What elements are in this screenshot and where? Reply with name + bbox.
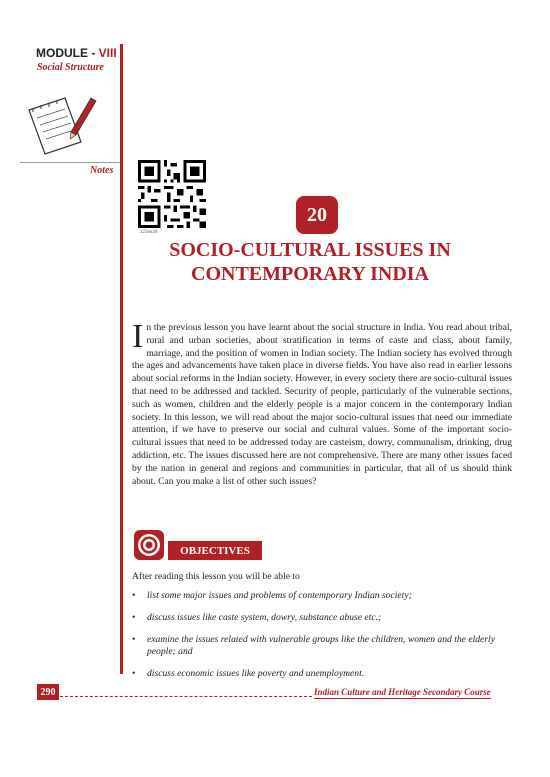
notebook-pencil-icon bbox=[25, 92, 97, 158]
bullet: • bbox=[132, 633, 136, 645]
bullet: • bbox=[132, 668, 136, 680]
chapter-number-badge: 20 bbox=[296, 196, 338, 234]
chapter-title-line-2: CONTEMPORARY INDIA bbox=[191, 263, 429, 285]
bullet: • bbox=[132, 590, 136, 601]
qr-caption: 223en20 bbox=[140, 230, 158, 235]
target-icon bbox=[134, 530, 164, 560]
chapter-title-line-1: SOCIO-CULTURAL ISSUES IN bbox=[169, 239, 451, 261]
objectives-lead: After reading this lesson you will be able to bbox=[132, 571, 300, 582]
objective-item bbox=[132, 668, 502, 681]
objective-item bbox=[132, 590, 502, 603]
objective-text: discuss economic issues like poverty and unemployment. bbox=[147, 668, 365, 680]
page-number: 290 bbox=[37, 684, 59, 700]
bullet: • bbox=[132, 611, 136, 623]
intro-text: n the previous lesson you have learnt about the social structure in India. You read about tribal, rural and urban societies, about stratification in terms of caste and class, about family, marriage, and the position of women in Indian society. The Indian society has evolved through the ages and advancements have taken place in diverse fields. You have also read in earlier lessons about social reforms in the Indian society. However, in every society there are socio-cultural issues that need to be addressed and tackled. Security of people, particularly of the vulnerable sections, such as women, children and the elderly people is a major concern in the contemporary Indian society. In this lesson, we will read about the major socio-cultural issues that need our immediate attention, if we have to preserve our social and cultural values. Some of the important socio-cultural issues that need to be addressed today are casteism, dowry, communalism, drinking, drug addiction, etc. The issues discussed here are not comprehensive. There are many other issues faced by the nation in general and regions and communities in particular, that all of us should think about. Can you make a list of other such issues? bbox=[132, 322, 512, 487]
footer-divider bbox=[60, 696, 312, 697]
module-number: VIII bbox=[98, 46, 117, 60]
intro-paragraph bbox=[132, 318, 512, 488]
objective-item bbox=[132, 612, 502, 625]
objective-text: examine the issues related with vulnerable groups like the children, women and the elderly people; and bbox=[147, 633, 495, 658]
objectives-list bbox=[132, 590, 502, 690]
notes-label: Notes bbox=[90, 165, 114, 176]
objective-text: list some major issues and problems of contemporary Indian society; bbox=[147, 590, 412, 601]
module-word: MODULE - bbox=[36, 46, 99, 60]
qr-code-icon[interactable] bbox=[138, 160, 206, 228]
course-title: Indian Culture and Heritage Secondary Course bbox=[314, 687, 491, 697]
objective-item bbox=[132, 634, 502, 660]
chapter-title bbox=[150, 238, 470, 286]
module-label bbox=[36, 46, 117, 60]
margin-divider bbox=[120, 44, 123, 674]
objectives-heading: OBJECTIVES bbox=[168, 541, 262, 560]
section-name: Social Structure bbox=[37, 62, 104, 73]
drop-cap: I bbox=[132, 318, 144, 355]
notes-divider bbox=[20, 162, 120, 163]
objective-text: discuss issues like caste system, dowry, substance abuse etc.; bbox=[147, 611, 382, 623]
